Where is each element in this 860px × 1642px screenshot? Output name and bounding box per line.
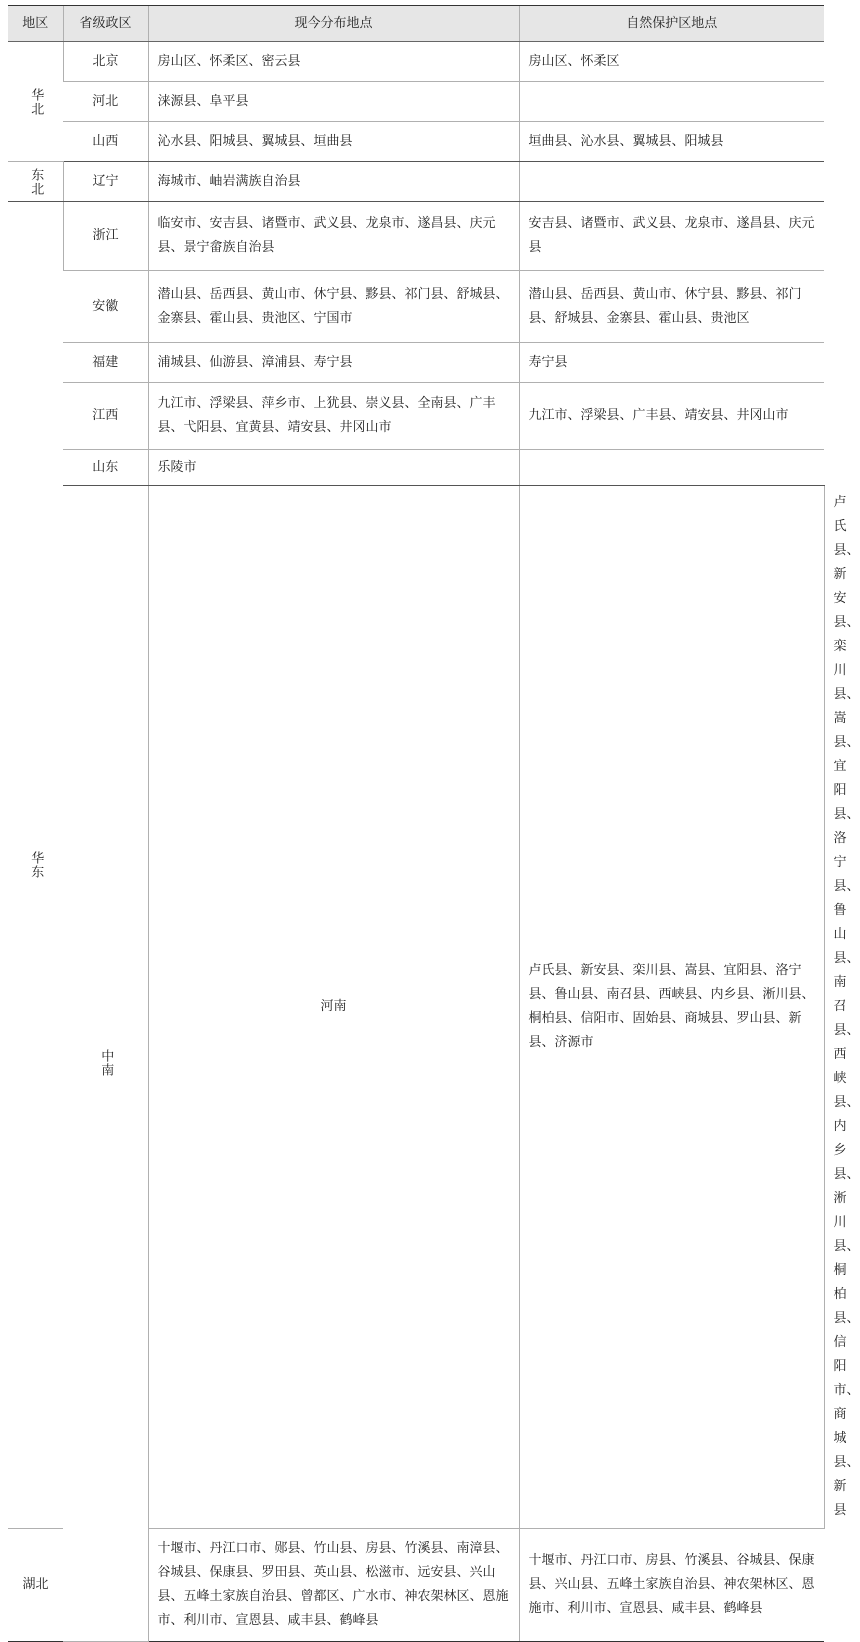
current-locations-cell: 潜山县、岳西县、黄山市、休宁县、黟县、祁门县、舒城县、金寨县、霍山县、贵池区、宁国市 [148, 271, 519, 343]
province-cell: 江西 [63, 383, 148, 450]
reserve-locations-cell: 九江市、浮梁县、广丰县、靖安县、井冈山市 [519, 383, 824, 450]
region-cell-east [8, 202, 63, 1529]
current-locations-cell: 十堰市、丹江口市、郧县、竹山县、房县、竹溪县、南漳县、谷城县、保康县、罗田县、英山县、松滋市、远安县、兴山县、五峰土家族自治县、曾都区、广水市、神农架林区、恩施市、利川市、宣恩县、咸丰县、鹤峰县 [148, 1528, 519, 1641]
province-cell: 河南 [148, 486, 519, 1529]
table-row [8, 122, 824, 162]
table-row [8, 343, 824, 383]
distribution-table-wrapper [8, 5, 860, 1642]
province-cell: 河北 [63, 82, 148, 122]
province-cell: 浙江 [63, 202, 148, 271]
reserve-locations-cell [519, 450, 824, 486]
current-locations-cell: 浦城县、仙游县、漳浦县、寿宁县 [148, 343, 519, 383]
current-locations-cell: 乐陵市 [148, 450, 519, 486]
province-cell: 湖北 [8, 1528, 63, 1641]
reserve-locations-cell: 寿宁县 [519, 343, 824, 383]
reserve-locations-cell: 潜山县、岳西县、黄山市、休宁县、黟县、祁门县、舒城县、金寨县、霍山县、贵池区 [519, 271, 824, 343]
reserve-locations-cell: 十堰市、丹江口市、房县、竹溪县、谷城县、保康县、兴山县、五峰土家族自治县、神农架林区、恩施市、利川市、宣恩县、咸丰县、鹤峰县 [519, 1528, 824, 1641]
distribution-table [8, 5, 860, 1642]
current-locations-cell: 房山区、怀柔区、密云县 [148, 42, 519, 82]
table-row [8, 162, 824, 202]
header-current-locations: 现今分布地点 [148, 6, 519, 42]
table-row [8, 202, 824, 271]
region-label: 华北 [28, 87, 44, 116]
reserve-locations-cell [519, 82, 824, 122]
province-cell: 北京 [63, 42, 148, 82]
table-row: 中南 河南 卢氏县、新安县、栾川县、嵩县、宜阳县、洛宁县、鲁山县、南召县、西峡县、内乡县、淅川县、桐柏县、信阳市、固始县、商城县、罗山县、新县、济源市 卢氏县、新安县、栾川县、嵩县、宜阳县、洛宁县、鲁山县、南召县、西峡县、内乡县、淅川县、桐柏县、信阳市、商城县、新县 [8, 486, 824, 1529]
reserve-locations-cell [519, 162, 824, 202]
table-row [8, 383, 824, 450]
table-row [8, 82, 824, 122]
reserve-locations-cell: 房山区、怀柔区 [519, 42, 824, 82]
current-locations-cell: 沁水县、阳城县、翼城县、垣曲县 [148, 122, 519, 162]
current-locations-cell: 临安市、安吉县、诸暨市、武义县、龙泉市、遂昌县、庆元县、景宁畲族自治县 [148, 202, 519, 271]
table-row [8, 450, 824, 486]
reserve-locations-cell: 安吉县、诸暨市、武义县、龙泉市、遂昌县、庆元县 [519, 202, 824, 271]
current-locations-cell: 海城市、岫岩满族自治县 [148, 162, 519, 202]
region-cell-central-south [63, 486, 148, 1642]
current-locations-cell: 卢氏县、新安县、栾川县、嵩县、宜阳县、洛宁县、鲁山县、南召县、西峡县、内乡县、淅川县、桐柏县、信阳市、固始县、商城县、罗山县、新县、济源市 [519, 486, 824, 1529]
region-label: 华东 [28, 850, 44, 879]
table-row [8, 271, 824, 343]
current-locations-cell: 九江市、浮梁县、萍乡市、上犹县、崇义县、全南县、广丰县、弋阳县、宜黄县、靖安县、井冈山市 [148, 383, 519, 450]
region-label: 东北 [28, 167, 44, 196]
header-reserve-locations: 自然保护区地点 [519, 6, 824, 42]
province-cell: 安徽 [63, 271, 148, 343]
table-row [8, 42, 824, 82]
region-cell-northeast [8, 162, 63, 202]
province-cell: 山东 [63, 450, 148, 486]
reserve-locations-cell: 垣曲县、沁水县、翼城县、阳城县 [519, 122, 824, 162]
table-body [8, 42, 860, 1642]
header-row [8, 6, 824, 42]
header-province: 省级政区 [63, 6, 148, 42]
header-region: 地区 [8, 6, 63, 42]
province-cell: 福建 [63, 343, 148, 383]
region-cell-north [8, 42, 63, 162]
province-cell: 辽宁 [63, 162, 148, 202]
current-locations-cell: 涞源县、阜平县 [148, 82, 519, 122]
table-header [8, 6, 824, 42]
region-label: 中南 [98, 1049, 114, 1078]
province-cell: 山西 [63, 122, 148, 162]
